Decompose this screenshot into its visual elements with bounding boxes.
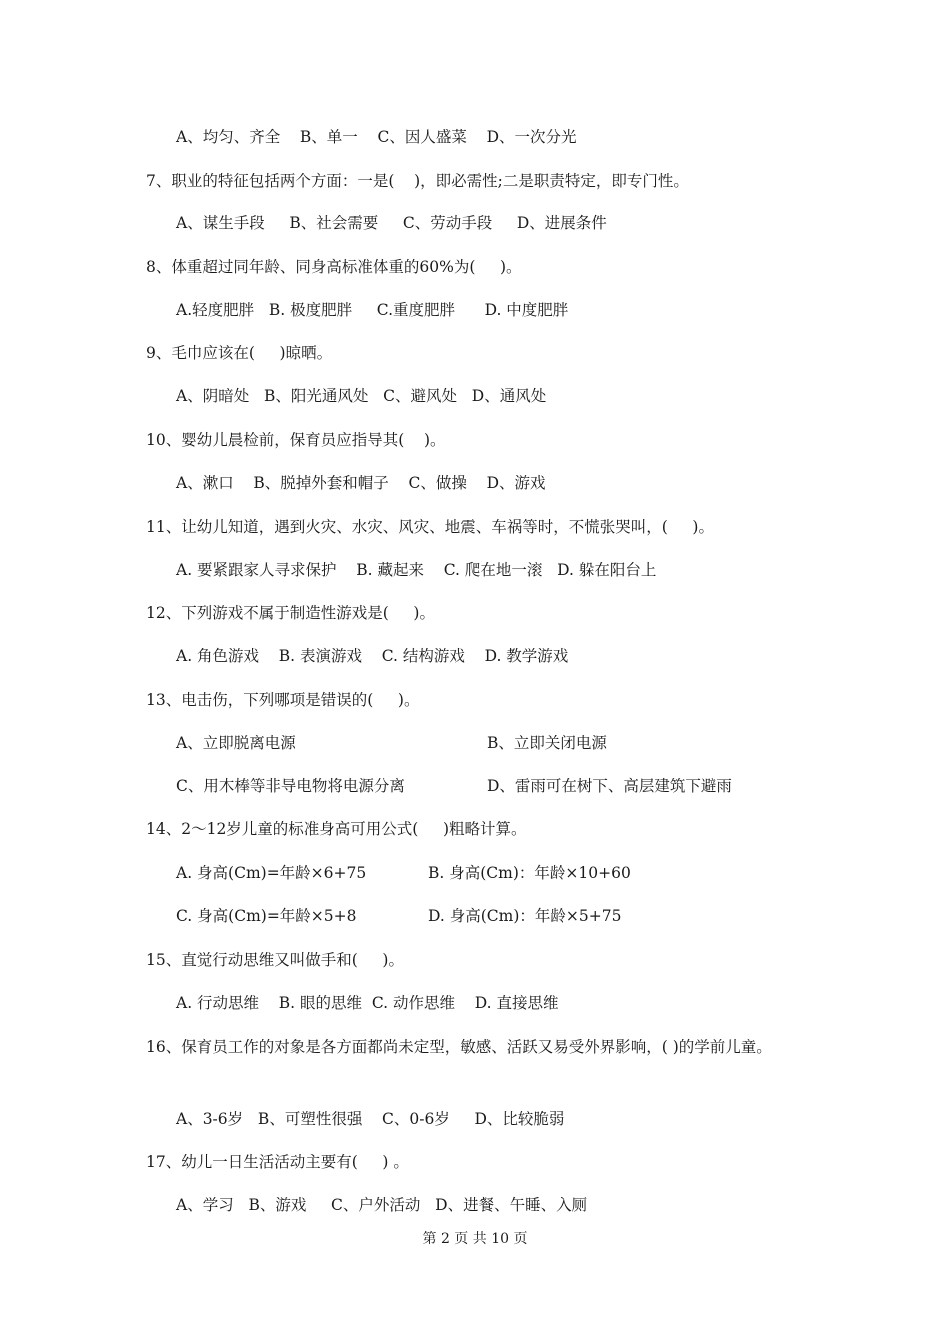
q17-stem: 17、幼儿一日生活活动主要有( ) 。 xyxy=(146,1153,409,1171)
q14-option-d: D. 身高(Cm)：年龄×5+75 xyxy=(428,907,622,925)
q16-options: A、3-6岁 B、可塑性很强 C、0-6岁 D、比较脆弱 xyxy=(176,1110,565,1128)
q16-stem: 16、保育员工作的对象是各方面都尚未定型，敏感、活跃又易受外界影响，( )的学前儿童。 xyxy=(146,1038,772,1056)
q9-stem: 9、毛巾应该在( )晾晒。 xyxy=(146,344,333,362)
q17-options: A、学习 B、游戏 C、户外活动 D、进餐、午睡、入厕 xyxy=(176,1196,588,1214)
q8-stem: 8、体重超过同年龄、同身高标准体重的60%为( )。 xyxy=(146,258,522,276)
q14-option-b: B. 身高(Cm)：年龄×10+60 xyxy=(428,864,631,882)
q12-stem: 12、下列游戏不属于制造性游戏是( )。 xyxy=(146,604,435,622)
q13-option-d: D、雷雨可在树下、高层建筑下避雨 xyxy=(487,777,732,795)
q6-options: A、均匀、齐全 B、单一 C、因人盛菜 D、一次分光 xyxy=(176,128,577,146)
q13-stem: 13、电击伤，下列哪项是错误的( )。 xyxy=(146,691,420,709)
q13-option-c: C、用木棒等非导电物将电源分离 xyxy=(176,777,405,795)
q13-option-b: B、立即关闭电源 xyxy=(487,734,607,752)
q10-stem: 10、婴幼儿晨检前，保育员应指导其( )。 xyxy=(146,431,446,449)
q15-options: A. 行动思维 B. 眼的思维 C. 动作思维 D. 直接思维 xyxy=(176,994,559,1012)
q8-options: A.轻度肥胖 B. 极度肥胖 C.重度肥胖 D. 中度肥胖 xyxy=(176,301,569,319)
q14-option-a: A. 身高(Cm)=年龄×6+75 xyxy=(176,864,367,882)
page-footer: 第 2 页 共 10 页 xyxy=(422,1231,528,1247)
q7-stem: 7、职业的特征包括两个方面：一是( )，即必需性;二是职责特定，即专门性。 xyxy=(146,172,689,190)
q13-option-a: A、立即脱离电源 xyxy=(176,734,296,752)
q14-stem: 14、2～12岁儿童的标准身高可用公式( )粗略计算。 xyxy=(146,820,527,838)
q11-stem: 11、让幼儿知道，遇到火灾、水灾、风灾、地震、车祸等时，不慌张哭叫，( )。 xyxy=(146,518,714,536)
q9-options: A、阴暗处 B、阳光通风处 C、避风处 D、通风处 xyxy=(176,387,547,405)
q7-options: A、谋生手段 B、社会需要 C、劳动手段 D、进展条件 xyxy=(176,214,607,232)
q12-options: A. 角色游戏 B. 表演游戏 C. 结构游戏 D. 教学游戏 xyxy=(176,647,569,665)
q10-options: A、漱口 B、脱掉外套和帽子 C、做操 D、游戏 xyxy=(176,474,546,492)
q15-stem: 15、直觉行动思维又叫做手和( )。 xyxy=(146,951,404,969)
q11-options: A. 要紧跟家人寻求保护 B. 藏起来 C. 爬在地一滚 D. 躲在阳台上 xyxy=(176,561,657,579)
q14-option-c: C. 身高(Cm)=年龄×5+8 xyxy=(176,907,357,925)
